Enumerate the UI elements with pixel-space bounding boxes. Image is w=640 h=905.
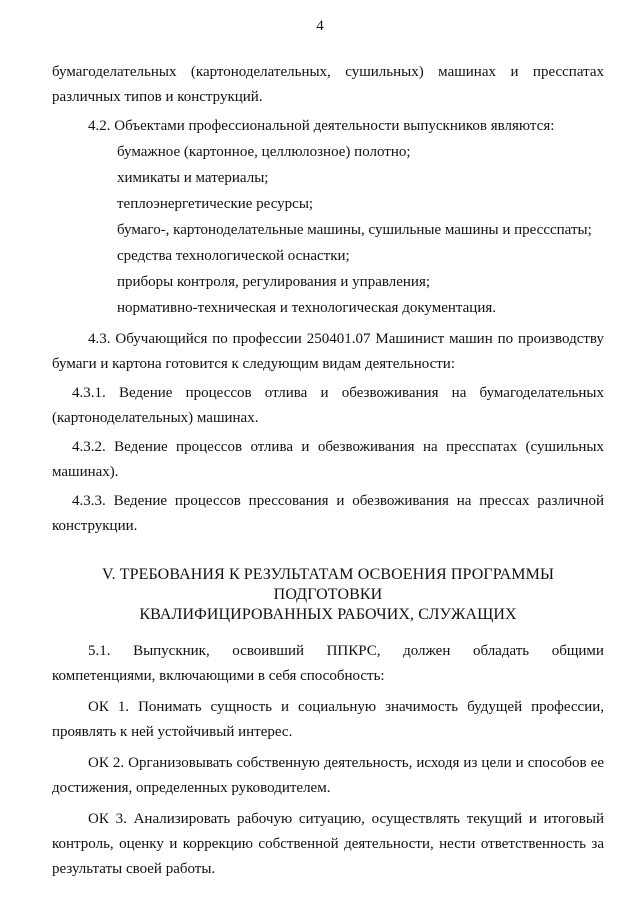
section-4-3-lead: 4.3. Обучающийся по профессии 250401.07 Машинист машин по производству бумаги и картона готовится к следующим видам деятельности: — [52, 331, 604, 372]
word: должен — [403, 643, 451, 659]
list-item: бумаго-, картоноделательные машины, сушильные машины и прессспаты; — [117, 222, 592, 238]
list-item: средства технологической оснастки; — [117, 248, 350, 264]
paragraph-5-1-rest: компетенциями, включающими в себя способность: — [52, 668, 385, 684]
word: 5.1. — [88, 643, 111, 659]
section-4-2-lead: 4.2. Объектами профессиональной деятельности выпускников являются: — [88, 118, 555, 134]
word: освоивший — [232, 643, 305, 659]
objects-list — [52, 139, 604, 321]
list-item: теплоэнергетические ресурсы; — [117, 196, 314, 212]
section-4-3-1: 4.3.1. Ведение процессов отлива и обезвоживания на бумагоделательных (картоноделательных) машинах. — [52, 385, 604, 426]
word: ППКРС, — [326, 643, 381, 659]
word: Выпускник, — [133, 643, 210, 659]
section-4-3-3: 4.3.3. Ведение процессов прессования и обезвоживания на прессах различной конструкции. — [52, 493, 604, 534]
section-4-3-2: 4.3.2. Ведение процессов отлива и обезвоживания на пресспатах (сушильных машинах). — [52, 439, 604, 480]
section-v-heading — [52, 565, 604, 625]
list-item: химикаты и материалы; — [117, 170, 269, 186]
word: общими — [551, 643, 604, 659]
page-number: 4 — [316, 18, 324, 34]
word: обладать — [472, 643, 530, 659]
list-item: бумажное (картонное, целлюлозное) полотно; — [117, 144, 411, 160]
paragraph-5-1-first-line — [52, 639, 604, 664]
list-item: нормативно-техническая и технологическая документация. — [117, 300, 496, 316]
competence-ok3: ОК 3. Анализировать рабочую ситуацию, осуществлять текущий и итоговый контроль, оценку и коррекцию собственной деятельности, нести ответственность за результаты своей работы. — [52, 811, 604, 877]
list-item: приборы контроля, регулирования и управления; — [117, 274, 431, 290]
competence-ok1: ОК 1. Понимать сущность и социальную значимость будущей профессии, проявлять к ней устойчивый интерес. — [52, 699, 604, 740]
competence-ok2: ОК 2. Организовывать собственную деятельность, исходя из цели и способов ее достижения, определенных руководителем. — [52, 755, 604, 796]
paragraph-intro: бумагоделательных (картоноделательных, сушильных) машинах и пресспатах различных типов и конструкций. — [52, 64, 604, 105]
page-content — [52, 60, 604, 882]
section-v-heading-line1: V. ТРЕБОВАНИЯ К РЕЗУЛЬТАТАМ ОСВОЕНИЯ ПРОГРАММЫ ПОДГОТОВКИ — [101, 566, 555, 603]
section-v-heading-line2: КВАЛИФИЦИРОВАННЫХ РАБОЧИХ, СЛУЖАЩИХ — [139, 606, 517, 623]
